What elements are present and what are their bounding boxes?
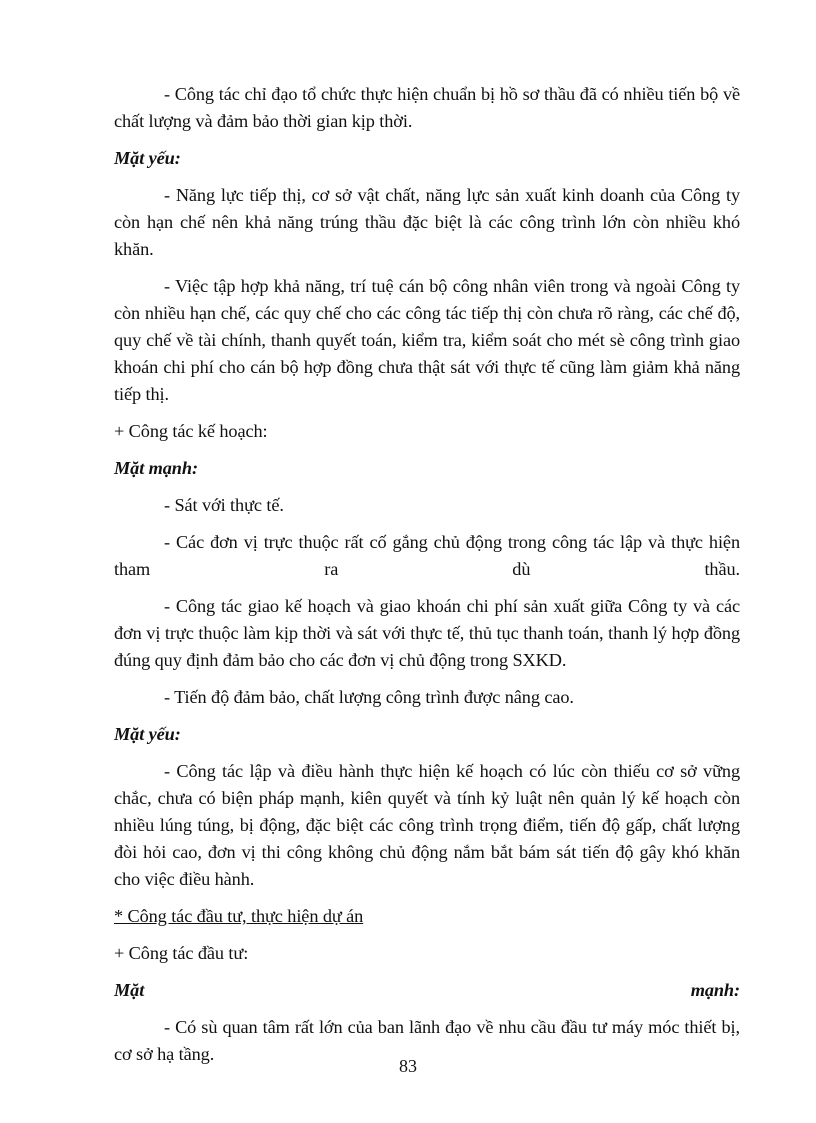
paragraph-plan-assignment: - Công tác giao kế hoạch và giao khoán chi phí sản xuất giữa Công ty và các đơn vị trực thuộc làm kịp thời và sát với thực tế, thủ tục thanh toán, thanh lý hợp đồng đúng quy định đảm bảo cho các đơn vị chủ động trong SXKD. [114, 596, 740, 670]
page-number: 83 [399, 1056, 417, 1076]
paragraph-marketing-capacity: - Năng lực tiếp thị, cơ sở vật chất, năng lực sản xuất kinh doanh của Công ty còn hạn chế nên khả năng trúng thầu đặc biệt là các công trình lớn còn nhiều khó khăn. [114, 185, 740, 259]
subsection-investment: + Công tác đầu tư: [114, 943, 249, 963]
heading-weaknesses: Mặt yếu: [114, 148, 181, 168]
section-investment: * Công tác đầu tư, thực hiện dự án [114, 906, 364, 926]
paragraph-units-initiative: - Các đơn vị trực thuộc rất cố gắng chủ động trong công tác lập và thực hiện tham ra dù thầu. [114, 532, 740, 579]
paragraph-preparation: - Công tác chỉ đạo tổ chức thực hiện chuẩn bị hồ sơ thầu đã có nhiều tiến bộ về chất lượng và đảm bảo thời gian kịp thời. [114, 84, 740, 131]
paragraph-staff-capacity: - Việc tập hợp khả năng, trí tuệ cán bộ công nhân viên trong và ngoài Công ty còn nhiều hạn chế, các quy chế cho các công tác tiếp thị còn chưa rõ ràng, các chế độ, quy chế về tài chính, thanh quyết toán, kiểm tra, kiểm soát cho mét sè công trình giao khoán chi phí cho cán bộ hợp đồng chưa thật sát với thực tế cũng làm giảm khả năng tiếp thị. [114, 276, 740, 404]
heading-strengths-investment: Mặt mạnh: [114, 980, 740, 1000]
paragraph-progress-quality: - Tiến độ đảm bảo, chất lượng công trình được nâng cao. [164, 687, 574, 707]
paragraph-leadership-attention: - Có sù quan tâm rất lớn của ban lãnh đạo về nhu cầu đầu tư máy móc thiết bị, cơ sở hạ tầng. [114, 1017, 740, 1064]
page-content [114, 81, 740, 1078]
heading-strengths: Mặt mạnh: [114, 458, 198, 478]
heading-weaknesses-planning: Mặt yếu: [114, 724, 181, 744]
paragraph-planning-weakness: - Công tác lập và điều hành thực hiện kế hoạch có lúc còn thiếu cơ sở vững chắc, chưa có biện pháp mạnh, kiên quyết và tính kỷ luật nên quản lý kế hoạch còn nhiều lúng túng, bị động, đặc biệt các công trình trọng điểm, tiến độ gấp, chất lượng đòi hỏi cao, đơn vị thi công không chủ động nắm bắt bám sát tiến độ gây khó khăn cho việc điều hành. [114, 761, 740, 889]
paragraph-realistic: - Sát với thực tế. [164, 495, 284, 515]
section-planning: + Công tác kế hoạch: [114, 421, 268, 441]
